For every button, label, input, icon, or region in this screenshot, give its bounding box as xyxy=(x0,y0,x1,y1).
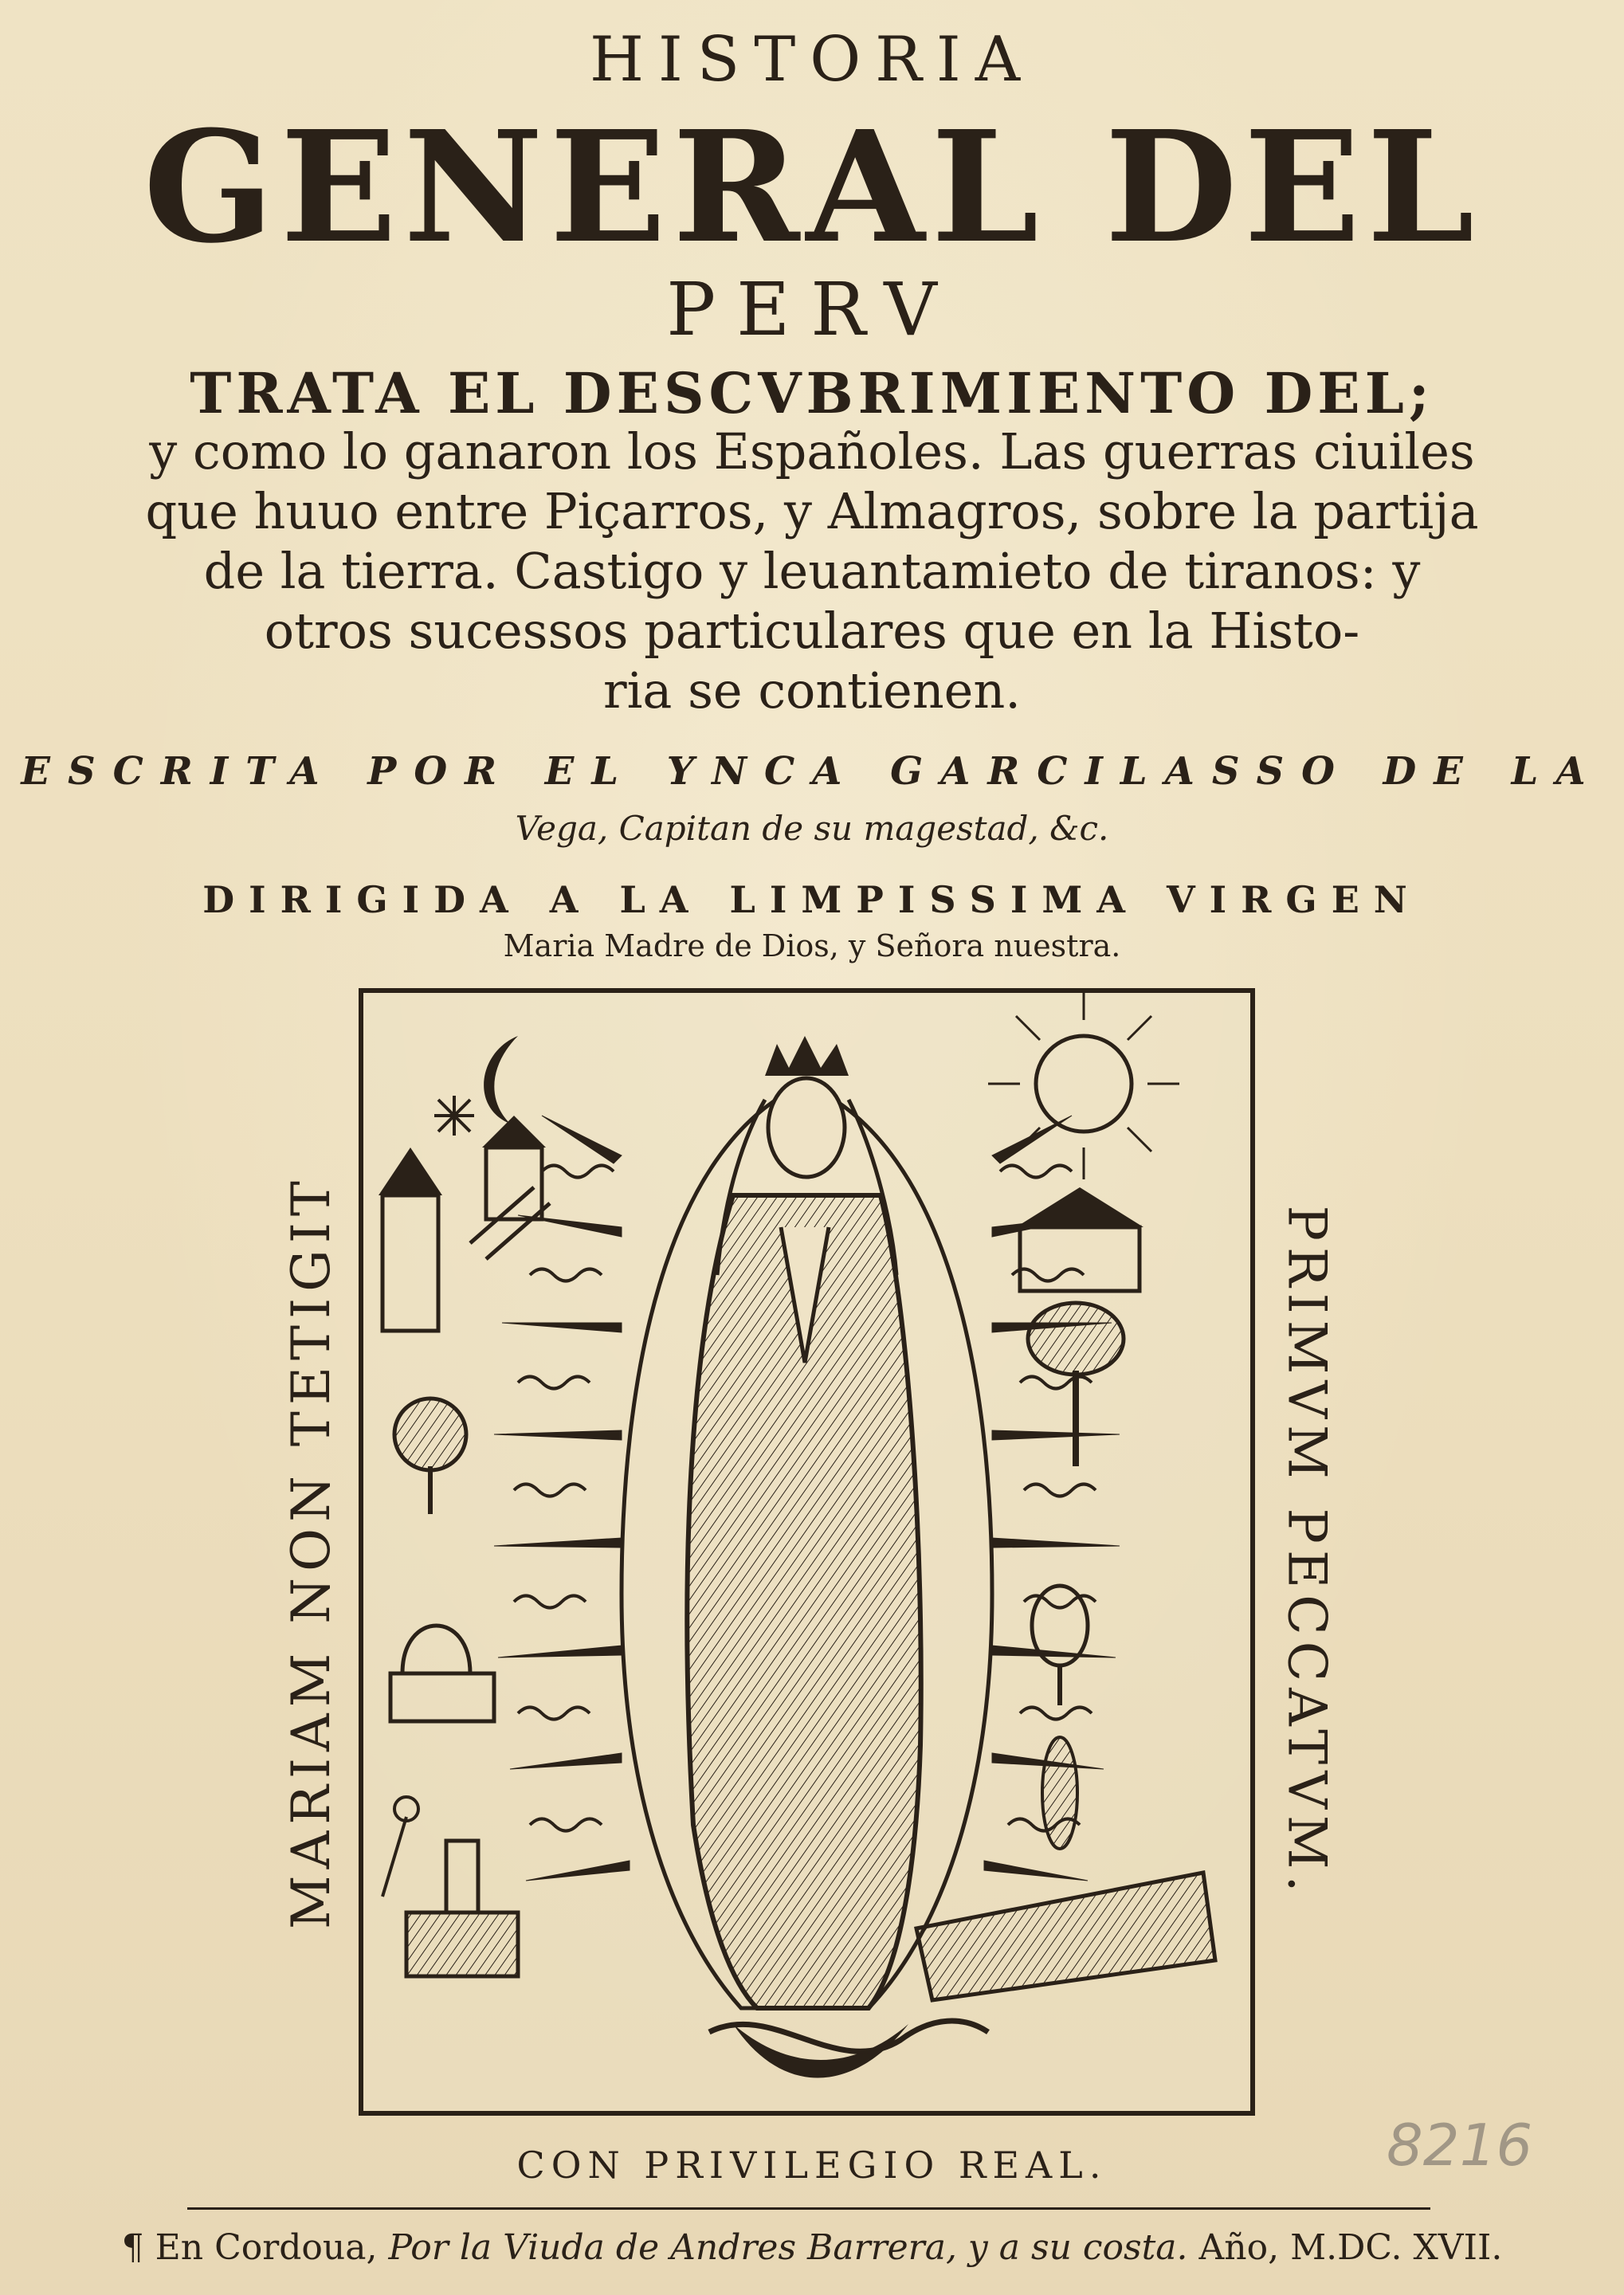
dedication-line-1: DIRIGIDA A LA LIMPISSIMA VIRGEN xyxy=(202,878,1422,921)
palm-tree-icon xyxy=(1028,1303,1124,1466)
imprint-rule xyxy=(187,2207,1430,2210)
fountain-icon xyxy=(406,1841,518,1976)
sun-face-icon xyxy=(988,988,1179,1179)
body-line-4: otros sucessos particulares que en la Histo- xyxy=(264,602,1360,660)
title-line-3: PERV xyxy=(666,267,958,352)
woodcut-left-inscription: MARIAM NON TETIGIT xyxy=(280,1175,342,1929)
dedication-line-2: Maria Madre de Dios, y Señora nuestra. xyxy=(503,928,1121,963)
body-line-2: que huuo entre Piçarros, y Almagros, sobre la partija xyxy=(145,482,1479,540)
imprint-place: ¶ En Cordoua, xyxy=(121,2227,378,2268)
imprint-printer: Por la Viuda de Andres Barrera, y a su costa. xyxy=(388,2227,1188,2268)
ladder-icon xyxy=(470,1187,550,1259)
tree-icon xyxy=(394,1399,466,1514)
tower-icon xyxy=(379,1148,442,1331)
handwritten-shelf-number: 8216 xyxy=(1387,2112,1533,2179)
title-line-2: GENERAL DEL xyxy=(143,98,1481,277)
body-line-5: ria se contienen. xyxy=(602,661,1022,720)
title-line-1: HISTORIA xyxy=(589,24,1035,96)
serpent-icon xyxy=(709,2021,988,2051)
flower-icon xyxy=(382,1797,418,1897)
crescent-moon-top-icon xyxy=(484,1036,518,1124)
author-line-1: ESCRITA POR EL YNCA GARCILASSO DE LA xyxy=(21,749,1603,794)
woodcut-illustration xyxy=(359,988,1255,2116)
body-line-1: y como lo ganaron los Españoles. Las guerras ciuiles xyxy=(149,422,1475,481)
mirror-icon xyxy=(1032,1586,1088,1705)
imprint-line xyxy=(0,2227,1624,2268)
author-line-2: Vega, Capitan de su magestad, &c. xyxy=(515,809,1109,848)
garden-icon xyxy=(916,1873,1215,2000)
crowned-virgin-figure xyxy=(687,1036,920,2008)
imprint-year: Año, M.DC. XVII. xyxy=(1198,2227,1503,2268)
body-line-3: de la tierra. Castigo y leuantamieto de tiranos: y xyxy=(203,542,1421,600)
title-line-4: TRATA EL DESCVBRIMIENTO DEL; xyxy=(190,360,1434,426)
woodcut-right-inscription: PRIMVM PECCATVM. xyxy=(1276,1205,1338,1899)
privilege-line: CON PRIVILEGIO REAL. xyxy=(516,2144,1108,2187)
well-icon xyxy=(390,1626,494,1721)
star-icon xyxy=(434,1096,474,1136)
cypress-icon xyxy=(1042,1737,1077,1849)
